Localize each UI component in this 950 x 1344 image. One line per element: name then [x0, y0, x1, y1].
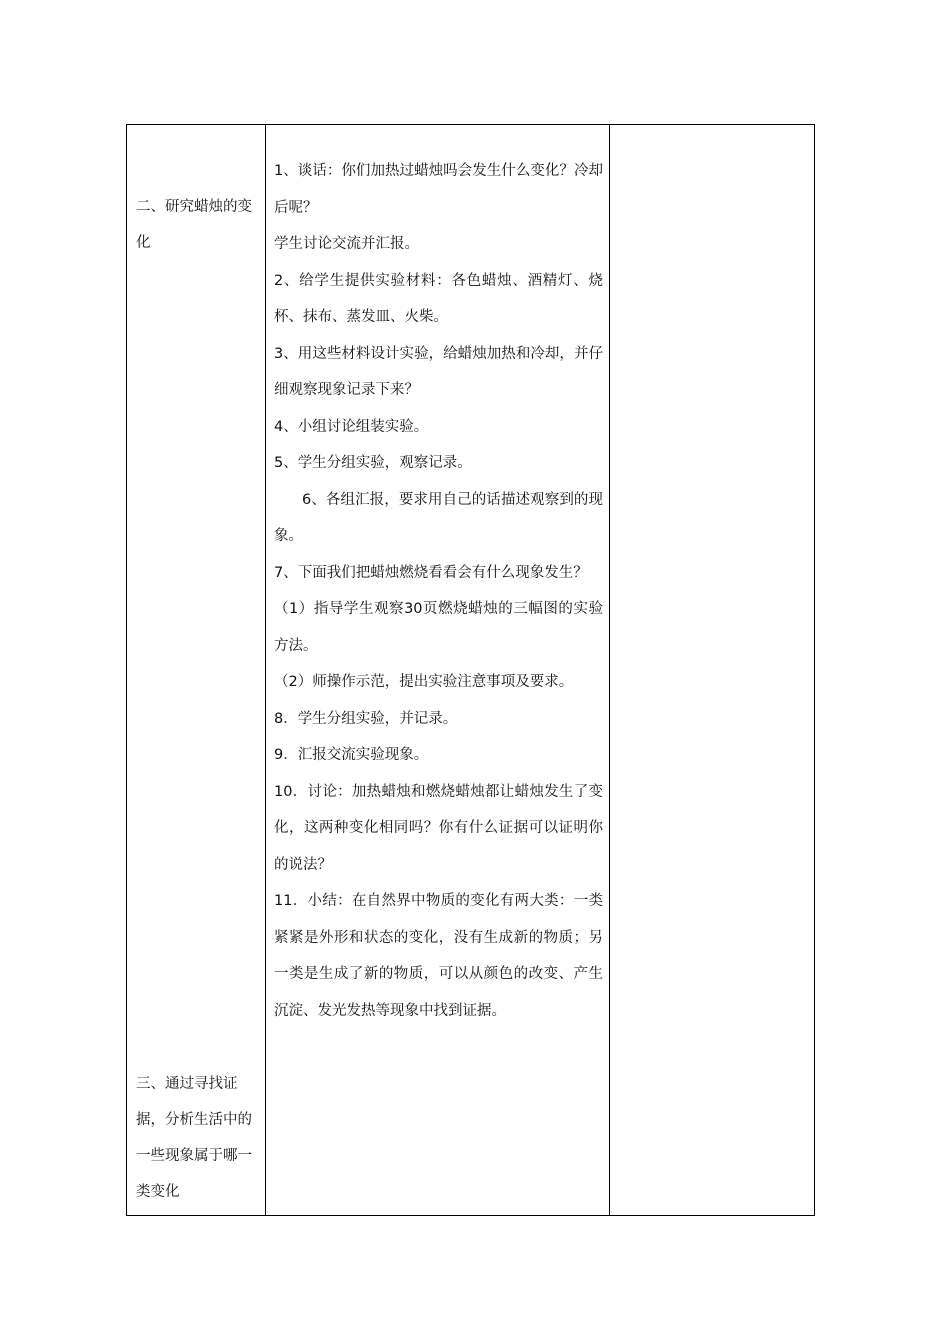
- paragraph: 11．小结：在自然界中物质的变化有两大类：一类紧紧是外形和状态的变化，没有生成新的物质；另一类是生成了新的物质，可以从颜色的改变、产生沉淀、发光发热等现象中找到证据。: [274, 893, 603, 1019]
- activity-content: [274, 153, 603, 1029]
- paragraph: 4、小组讨论组装实验。: [274, 418, 429, 435]
- paragraph: （1）指导学生观察30页燃烧蜡烛的三幅图的实验方法。: [274, 601, 603, 654]
- stage-column: [127, 125, 266, 1215]
- paragraph: 学生讨论交流并汇报。: [274, 236, 419, 252]
- paragraph: 5、学生分组实验，观察记录。: [274, 455, 472, 471]
- section-two-label: 二、研究蜡烛的变化: [136, 199, 252, 251]
- paragraph: 2、给学生提供实验材料：各色蜡烛、酒精灯、烧杯、抹布、蒸发皿、火柴。: [274, 272, 603, 325]
- paragraph: 3、用这些材料设计实验，给蜡烛加热和冷却，并仔细观察现象记录下来？: [274, 345, 603, 398]
- paragraph: 7、下面我们把蜡烛燃烧看看会有什么现象发生？: [274, 564, 588, 581]
- paragraph: 1、谈话：你们加热过蜡烛吗会发生什么变化？冷却后呢？: [274, 163, 603, 216]
- paragraph: 10．讨论：加热蜡烛和燃烧蜡烛都让蜡烛发生了变化，这两种变化相同吗？你有什么证据可以证明你的说法？: [274, 783, 603, 873]
- paragraph: 6、各组汇报，要求用自己的话描述观察到的现象。: [274, 491, 603, 544]
- notes-column: [610, 125, 816, 1215]
- paragraph: 9．汇报交流实验现象。: [274, 747, 429, 763]
- paragraph: 8．学生分组实验，并记录。: [274, 710, 458, 727]
- activity-column: [266, 125, 610, 1215]
- paragraph: （2）师操作示范，提出实验注意事项及要求。: [274, 674, 574, 690]
- lesson-table: [126, 124, 815, 1216]
- section-three-label: 三、通过寻找证据，分析生活中的一些现象属于哪一类变化: [136, 1076, 252, 1200]
